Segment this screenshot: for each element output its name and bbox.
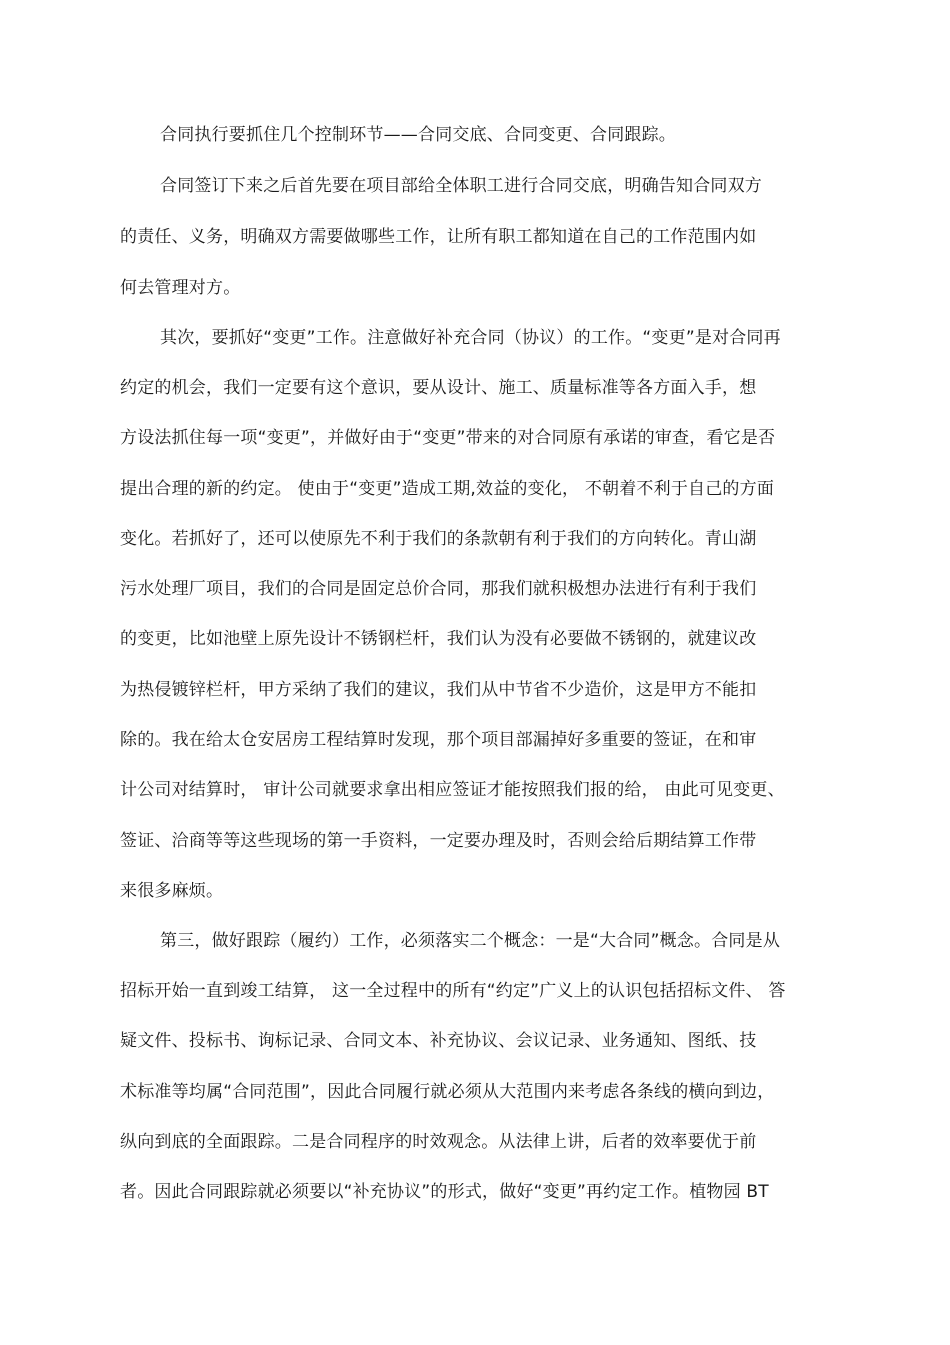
text-line-15: 签证、洽商等等这些现场的第一手资料，一定要办理及时，否则会给后期结算工作带 — [120, 831, 757, 851]
text-line-2: 合同签订下来之后首先要在项目部给全体职工进行合同交底，明确告知合同双方 — [160, 176, 762, 196]
text-line-20: 术标准等均属“合同范围”，因此合同履行就必须从大范围内来考虑各条线的横向到边， — [120, 1082, 775, 1102]
text-line-9: 变化。若抓好了，还可以使原先不利于我们的条款朝有利于我们的方向转化。青山湖 — [120, 529, 757, 549]
text-line-6: 约定的机会，我们一定要有这个意识，要从设计、施工、质量标准等各方面入手，想 — [120, 378, 757, 398]
text-line-19: 疑文件、投标书、询标记录、合同文本、补充协议、会议记录、业务通知、图纸、技 — [120, 1031, 757, 1051]
text-line-3: 的责任、义务，明确双方需要做哪些工作，让所有职工都知道在自己的工作范围内如 — [120, 227, 757, 247]
text-line-11: 的变更，比如池壁上原先设计不锈钢栏杆，我们认为没有必要做不锈钢的，就建议改 — [120, 629, 757, 649]
text-line-4: 何去管理对方。 — [120, 278, 241, 298]
text-line-13: 除的。我在给太仓安居房工程结算时发现，那个项目部漏掉好多重要的签证，在和审 — [120, 730, 757, 750]
text-line-18: 招标开始一直到竣工结算， 这一全过程中的所有“约定”广义上的认识包括招标文件、 答 — [120, 981, 786, 1001]
text-line-16: 来很多麻烦。 — [120, 881, 224, 901]
text-line-5: 其次，要抓好“变更”工作。注意做好补充合同（协议）的工作。“变更”是对合同再 — [160, 328, 781, 348]
text-line-10: 污水处理厂项目，我们的合同是固定总价合同，那我们就积极想办法进行有利于我们 — [120, 579, 757, 599]
text-line-12: 为热侵镀锌栏杆，甲方采纳了我们的建议，我们从中节省不少造价，这是甲方不能扣 — [120, 680, 757, 700]
text-line-1: 合同执行要抓住几个控制环节——合同交底、合同变更、合同跟踪。 — [160, 125, 676, 145]
text-line-21: 纵向到底的全面跟踪。二是合同程序的时效观念。从法律上讲，后者的效率要优于前 — [120, 1132, 757, 1152]
text-line-17: 第三，做好跟踪（履约）工作，必须落实二个概念：一是“大合同”概念。合同是从 — [160, 931, 781, 951]
text-line-8: 提出合理的新的约定。 使由于“变更”造成工期,效益的变化， 不朝着不利于自己的方面 — [120, 479, 775, 499]
text-line-7: 方设法抓住每一项“变更”，并做好由于“变更”带来的对合同原有承诺的审查，看它是否 — [120, 428, 776, 448]
text-line-22: 者。因此合同跟踪就必须要以“补充协议”的形式，做好“变更”再约定工作。植物园 BT — [120, 1182, 769, 1202]
text-line-14: 计公司对结算时， 审计公司就要求拿出相应签证才能按照我们报的给， 由此可见变更、 — [120, 780, 785, 800]
